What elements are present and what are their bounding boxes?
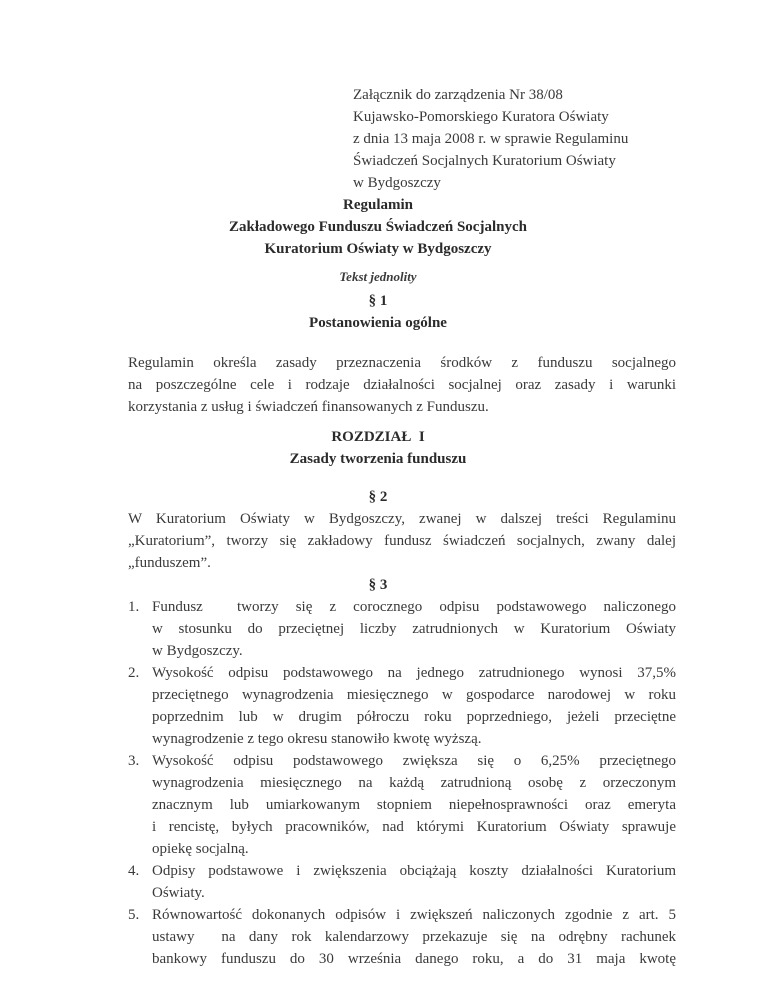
paragraph-line: Fundusz tworzy się z corocznego odpisu podstawowego naliczonego xyxy=(152,599,676,615)
paragraph-line: Regulamin określa zasady przeznaczenia środków z funduszu socjalnego xyxy=(128,355,676,371)
attachment-note-line: w Bydgoszczy xyxy=(353,175,441,191)
list-item-body xyxy=(152,596,676,662)
paragraph-line: Wysokość odpisu podstawowego zwiększa się o 6,25% przeciętnego xyxy=(152,753,676,769)
list-item xyxy=(128,750,676,860)
paragraph-line: W Kuratorium Oświaty w Bydgoszczy, zwanej w dalszej treści Regulaminu xyxy=(128,511,676,527)
document-title-line: Kuratorium Oświaty w Bydgoszczy xyxy=(264,241,492,257)
list-item xyxy=(128,860,676,904)
list-item-marker: 4. xyxy=(128,863,140,879)
paragraph-line: wynagrodzenie z tego okresu stanowiło kwotę wyższą. xyxy=(152,731,482,747)
paragraph-line: wynagrodzenia miesięcznego na każdą zatrudnioną osobę z orzeczonym xyxy=(152,775,676,791)
list-item-marker: 1. xyxy=(128,599,140,615)
paragraph-line: „funduszem”. xyxy=(128,555,211,571)
paragraph-line: Wysokość odpisu podstawowego na jednego zatrudnionego wynosi 37,5% xyxy=(152,665,676,681)
list-item-body xyxy=(152,662,676,750)
document-title xyxy=(128,194,628,260)
section-1-title: Postanowienia ogólne xyxy=(309,315,447,331)
chapter-1-title: Zasady tworzenia funduszu xyxy=(289,451,467,467)
list-item-body xyxy=(152,750,676,860)
attachment-note xyxy=(353,84,676,194)
paragraph-line: poprzednim lub w drugim półroczu roku poprzedniego, jeżeli przeciętne xyxy=(152,709,676,725)
list-item-marker: 5. xyxy=(128,907,140,923)
document-content xyxy=(128,84,676,970)
list-item-body xyxy=(152,860,676,904)
paragraph-line: na poszczególne cele i rodzaje działalności socjalnej oraz zasady i warunki xyxy=(128,377,676,393)
paragraph-line: opiekę socjalną. xyxy=(152,841,249,857)
list-item-marker: 2. xyxy=(128,665,140,681)
section-1-paragraph xyxy=(128,352,676,418)
paragraph-line: znacznym lub umiarkowanym stopniem niepełnosprawności oraz emeryta xyxy=(152,797,676,813)
attachment-note-line: Kujawsko-Pomorskiego Kuratora Oświaty xyxy=(353,109,609,125)
section-3-numbered-list xyxy=(128,596,676,970)
document-title-line: Zakładowego Funduszu Świadczeń Socjalnych xyxy=(229,219,527,235)
list-item xyxy=(128,662,676,750)
section-2-paragraph xyxy=(128,508,676,574)
paragraph-line: bankowy funduszu do 30 września danego roku, a do 31 maja kwotę xyxy=(152,951,676,967)
section-3-number: § 3 xyxy=(368,577,388,593)
paragraph-line: Odpisy podstawowe i zwiększenia obciążają koszty działalności Kuratorium xyxy=(152,863,676,879)
document-title-line: Regulamin xyxy=(342,197,413,213)
paragraph-line: ustawy na dany rok kalendarzowy przekazuje się na odrębny rachunek xyxy=(152,929,676,945)
chapter-1-number: ROZDZIAŁ I xyxy=(331,429,425,445)
section-2-number: § 2 xyxy=(368,489,388,505)
section-1-number: § 1 xyxy=(368,293,388,309)
paragraph-line: Równowartość dokonanych odpisów i zwiększeń naliczonych zgodnie z art. 5 xyxy=(152,907,676,923)
document-subtitle: Tekst jednolity xyxy=(339,269,417,284)
attachment-note-line: Świadczeń Socjalnych Kuratorium Oświaty xyxy=(353,153,616,169)
section-1-heading-block xyxy=(128,290,628,334)
paragraph-line: korzystania z usług i świadczeń finansowanych z Funduszu. xyxy=(128,399,489,415)
list-item-body xyxy=(152,904,676,970)
list-item xyxy=(128,596,676,662)
paragraph-line: w Bydgoszczy. xyxy=(152,643,243,659)
list-item xyxy=(128,904,676,970)
paragraph-line: Oświaty. xyxy=(152,885,205,901)
attachment-note-line: Załącznik do zarządzenia Nr 38/08 xyxy=(353,87,563,103)
paragraph-line: przeciętnego wynagrodzenia miesięcznego w gospodarce narodowej w roku xyxy=(152,687,676,703)
paragraph-line: „Kuratorium”, tworzy się zakładowy fundusz świadczeń socjalnych, zwany dalej xyxy=(128,533,676,549)
list-item-marker: 3. xyxy=(128,753,140,769)
attachment-note-line: z dnia 13 maja 2008 r. w sprawie Regulaminu xyxy=(353,131,629,147)
paragraph-line: i rencistę, byłych pracowników, nad którymi Kuratorium Oświaty sprawuje xyxy=(152,819,676,835)
chapter-1-heading-block xyxy=(128,426,628,470)
paragraph-line: w stosunku do przeciętnej liczby zatrudnionych w Kuratorium Oświaty xyxy=(152,621,676,637)
